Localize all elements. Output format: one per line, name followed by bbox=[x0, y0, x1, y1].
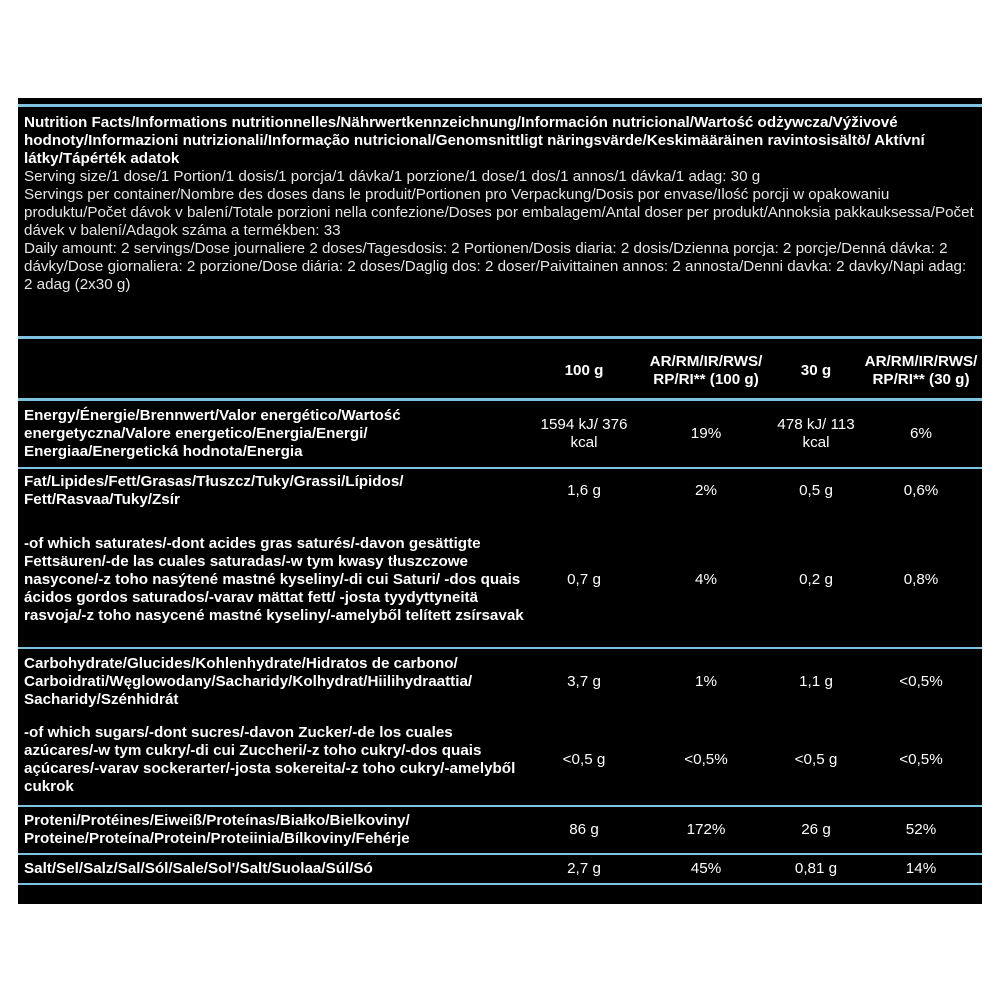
ri-30g: 6% bbox=[860, 400, 982, 468]
value-30g: 26 g bbox=[772, 806, 860, 854]
table-row bbox=[18, 468, 982, 514]
value-100g: <0,5 g bbox=[562, 751, 606, 768]
nutrient-name: Fat/Lipides/Fett/Grasas/Tłuszcz/Tuky/Grassi/Lípidos/ Fett/Rasvaa/Tuky/Zsír bbox=[18, 468, 528, 514]
value-100g: 86 g bbox=[528, 806, 640, 854]
ri-30g: 0,6% bbox=[860, 468, 982, 514]
table-row bbox=[18, 716, 982, 806]
nutrient-name: Carbohydrate/Glucides/Kohlenhydrate/Hidratos de carbono/ Carboidrati/Węglowodany/Sacharidy/Kolhydrat/Hiilihydraattia/ Sacharidy/Szénhidrát bbox=[18, 648, 528, 716]
table-header-row bbox=[18, 344, 982, 400]
table-row bbox=[18, 514, 982, 648]
nutrient-name: -of which saturates/-dont acides gras saturés/-davon gesättigte Fettsäuren/-de las cuales saturadas/-w tym kwasy tłuszczowe nasycone/-z toho nasýtené mastné kyseliny/-di cui Saturi/ -dos quais ácidos gordos saturados/-varav mättat fett/ -josta tyydyttyneitä rasvoja/-z toho nasycené mastné kyseliny/-amelyből telített zsírsavak bbox=[24, 535, 524, 624]
ri-100g: 45% bbox=[640, 854, 772, 884]
ri-100g: 2% bbox=[640, 468, 772, 514]
nutrient-name: Proteni/Protéines/Eiweiß/Proteínas/Białko/Bielkoviny/ Proteine/Proteína/Protein/Proteiinia/Bílkoviny/Fehérje bbox=[18, 806, 528, 854]
column-header-ri-100g: AR/RM/IR/RWS/ RP/RI** (100 g) bbox=[649, 353, 763, 388]
serving-size: Serving size/1 dose/1 Portion/1 dosis/1 porcja/1 dávka/1 porzione/1 dose/1 dos/1 annos/1 dávka/1 adag: 30 g bbox=[24, 168, 761, 185]
nutrition-table bbox=[18, 344, 982, 886]
column-header-nutrient bbox=[18, 344, 528, 400]
value-100g: 1594 kJ/ 376 kcal bbox=[528, 400, 640, 468]
ri-100g: 4% bbox=[695, 571, 717, 588]
label-header bbox=[24, 114, 974, 294]
value-100g: 1,6 g bbox=[528, 468, 640, 514]
column-header-ri-30g: AR/RM/IR/RWS/ RP/RI** (30 g) bbox=[864, 353, 978, 388]
table-row bbox=[18, 648, 982, 716]
nutrition-title: Nutrition Facts/Informations nutritionnelles/Nährwertkennzeichnung/Información nutricional/Wartość odżywcza/Výživové hodnoty/Informazioni nutrizionali/Informação nutricional/Genomsnittligt näringsvärde/Keskimääräinen ravintosisältö/ Aktívní látky/Tápérték adatok bbox=[24, 114, 925, 167]
ri-30g: <0,5% bbox=[860, 648, 982, 716]
nutrient-name: -of which sugars/-dont sucres/-davon Zucker/-de los cuales azúcares/-w tym cukry/-di cui Zuccheri/-z toho cukry/-dos quais açúcares/-varav sockerarter/-josta sokereita/-z toho cukry/-amelyből cukrok bbox=[24, 724, 516, 795]
nutrient-name: Salt/Sel/Salz/Sal/Sól/Sale/Sol'/Salt/Suolaa/Súl/Só bbox=[18, 854, 528, 884]
column-header-100g: 100 g bbox=[564, 362, 604, 379]
value-100g: 2,7 g bbox=[528, 854, 640, 884]
ri-100g: <0,5% bbox=[684, 751, 728, 768]
ri-100g: 19% bbox=[640, 400, 772, 468]
column-header-30g: 30 g bbox=[800, 362, 832, 379]
nutrient-name: Energy/Énergie/Brennwert/Valor energético/Wartość energetyczna/Valore energetico/Energia/Energi/ Energiaa/Energetická hodnota/Energia bbox=[18, 400, 528, 468]
ri-100g: 1% bbox=[640, 648, 772, 716]
value-30g: 0,2 g bbox=[799, 571, 833, 588]
ri-30g: 14% bbox=[860, 854, 982, 884]
table-row bbox=[18, 400, 982, 468]
ri-30g: 52% bbox=[860, 806, 982, 854]
table-row bbox=[18, 854, 982, 884]
daily-amount: Daily amount: 2 servings/Dose journaliere 2 doses/Tagesdosis: 2 Portionen/Dosis diaria: 2 dosis/Dzienna porcja: 2 porcje/Denná dávka: 2 dávky/Dose giornaliera: 2 porzione/Dose diária: 2 doses/Daglig dos: 2 doser/Paivittainen annos: 2 annosta/Denni davka: 2 davky/Napi adag: 2 adag (2x30 g) bbox=[24, 240, 967, 293]
value-30g: 478 kJ/ 113 kcal bbox=[772, 400, 860, 468]
table-bottom-rule bbox=[18, 884, 982, 886]
top-rule bbox=[18, 104, 982, 107]
value-30g: <0,5 g bbox=[794, 751, 838, 768]
value-30g: 0,5 g bbox=[772, 468, 860, 514]
nutrition-label bbox=[18, 98, 982, 904]
header-rule bbox=[18, 336, 982, 339]
ri-30g: <0,5% bbox=[899, 751, 943, 768]
value-100g: 3,7 g bbox=[528, 648, 640, 716]
table-row bbox=[18, 806, 982, 854]
value-30g: 1,1 g bbox=[772, 648, 860, 716]
servings-per-container: Servings per container/Nombre des doses dans le produit/Portionen pro Verpackung/Dosis por envase/Ilość porcji w opakowaniu produktu/Počet dávok v balení/Totale porzioni nella confezione/Doses por embalagem/Antal doser per produkt/Annoksia pakkauksessa/Počet dávek v balení/Adagok száma a termékben: 33 bbox=[24, 186, 974, 239]
value-100g: 0,7 g bbox=[567, 571, 601, 588]
value-30g: 0,81 g bbox=[772, 854, 860, 884]
ri-30g: 0,8% bbox=[903, 571, 939, 588]
ri-100g: 172% bbox=[640, 806, 772, 854]
